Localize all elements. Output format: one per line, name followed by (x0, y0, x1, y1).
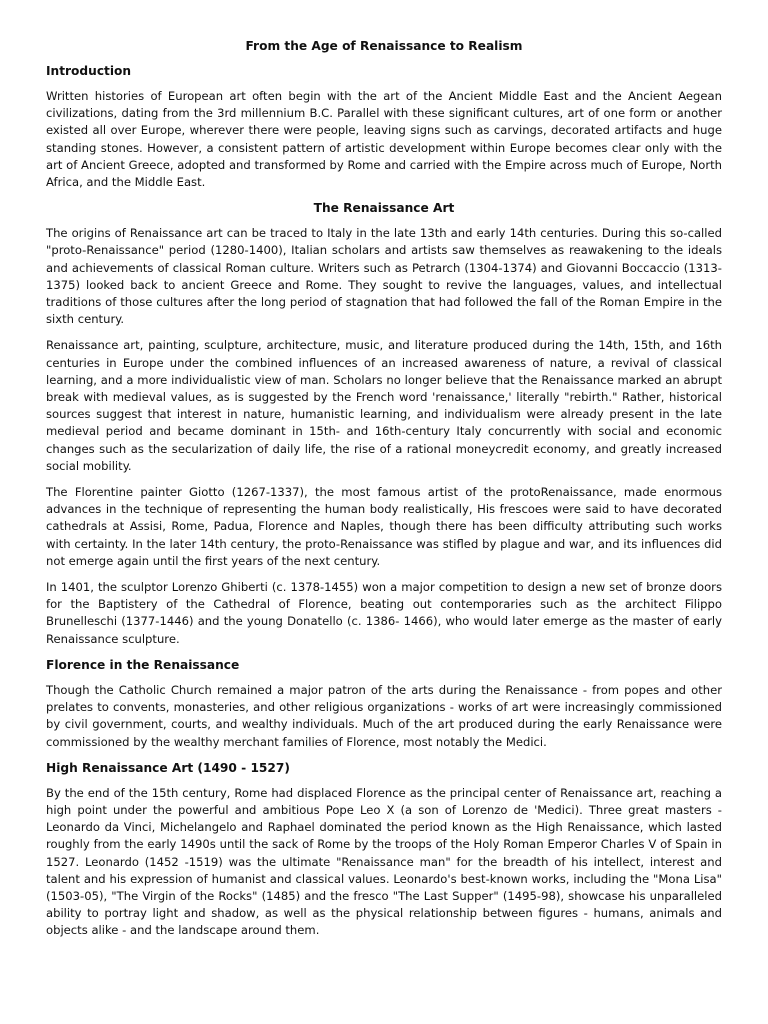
paragraph: The origins of Renaissance art can be traced to Italy in the late 13th and early 14th centuries. During this so-called "proto-Renaissance" period (1280-1400), Italian scholars and artists saw themselves as reawakening to the ideals and achievements of classical Roman culture. Writers such as Petrarch (1304-1374) and Giovanni Boccaccio (1313-1375) looked back to ancient Greece and Rome. They sought to revive the languages, values, and intellectual traditions of those cultures after the long period of stagnation that had followed the fall of the Roman Empire in the sixth century. (46, 226, 722, 327)
section-heading-florence: Florence in the Renaissance (46, 657, 240, 672)
paragraph: In 1401, the sculptor Lorenzo Ghiberti (c. 1378-1455) won a major competition to design a new set of bronze doors for the Baptistery of the Cathedral of Florence, beating out contemporaries such as the architect Filippo Brunelleschi (1377-1446) and the young Donatello (c. 1386- 1466), who would later emerge as the master of early Renaissance sculpture. (46, 580, 722, 646)
section-heading-introduction: Introduction (46, 64, 132, 78)
section-heading-renaissance-art: The Renaissance Art (313, 201, 455, 216)
section-heading-high-renaissance: High Renaissance Art (1490 - 1527) (46, 760, 290, 775)
paragraph: Written histories of European art often begin with the art of the Ancient Middle East and the Ancient Aegean civilizations, dating from the 3rd millennium B.C. Parallel with these significant cultures, art of one form or another existed all over Europe, wherever there were people, leaving signs such as carvings, decorated artifacts and huge standing stones. However, a consistent pattern of artistic development within Europe becomes clear only with the art of Ancient Greece, adopted and transformed by Rome and carried with the Empire across much of Europe, North Africa, and the Middle East. (46, 89, 722, 190)
paragraph: Renaissance art, painting, sculpture, architecture, music, and literature produced during the 14th, 15th, and 16th centuries in Europe under the combined influences of an increased awareness of nature, a revival of classical learning, and a more individualistic view of man. Scholars no longer believe that the Renaissance marked an abrupt break with medieval values, as is suggested by the French word 'renaissance,' literally "rebirth." Rather, historical sources suggest that interest in nature, humanistic learning, and individualism were already present in the late medieval period and became dominant in 15th- and 16th-century Italy concurrently with social and economic changes such as the secularization of daily life, the rise of a rational moneycredit economy, and greatly increased social mobility. (46, 338, 722, 473)
document-title: From the Age of Renaissance to Realism (245, 39, 523, 53)
paragraph: The Florentine painter Giotto (1267-1337), the most famous artist of the protoRenaissance, made enormous advances in the technique of representing the human body realistically, His frescoes were said to have decorated cathedrals at Assisi, Rome, Padua, Florence and Naples, though there has been difficulty attributing such works with certainty. In the later 14th century, the proto-Renaissance was stifled by plague and war, and its influences did not emerge again until the first years of the next century. (46, 485, 722, 568)
paragraph: Though the Catholic Church remained a major patron of the arts during the Renaissance - from popes and other prelates to convents, monasteries, and other religious organizations - works of art were increasingly commissioned by civil government, courts, and wealthy individuals. Much of the art produced during the early Renaissance were commissioned by the wealthy merchant families of Florence, most notably the Medici. (46, 682, 722, 749)
paragraph: By the end of the 15th century, Rome had displaced Florence as the principal center of Renaissance art, reaching a high point under the powerful and ambitious Pope Leo X (a son of Lorenzo de 'Medici). Three great masters - Leonardo da Vinci, Michelangelo and Raphael dominated the period known as the High Renaissance, which lasted roughly from the early 1490s until the sack of Rome by the troops of the Holy Roman Emperor Charles V of Spain in 1527. Leonardo (1452 -1519) was the ultimate "Renaissance man" for the breadth of his intellect, interest and talent and his expression of humanist and classical values. Leonardo's best-known works, including the "Mona Lisa" (1503-05), "The Virgin of the Rocks" (1485) and the fresco "The Last Supper" (1495-98), showcase his unparalleled ability to portray light and shadow, as well as the physical relationship between figures - humans, animals and objects alike - and the landscape around them. (46, 785, 722, 938)
